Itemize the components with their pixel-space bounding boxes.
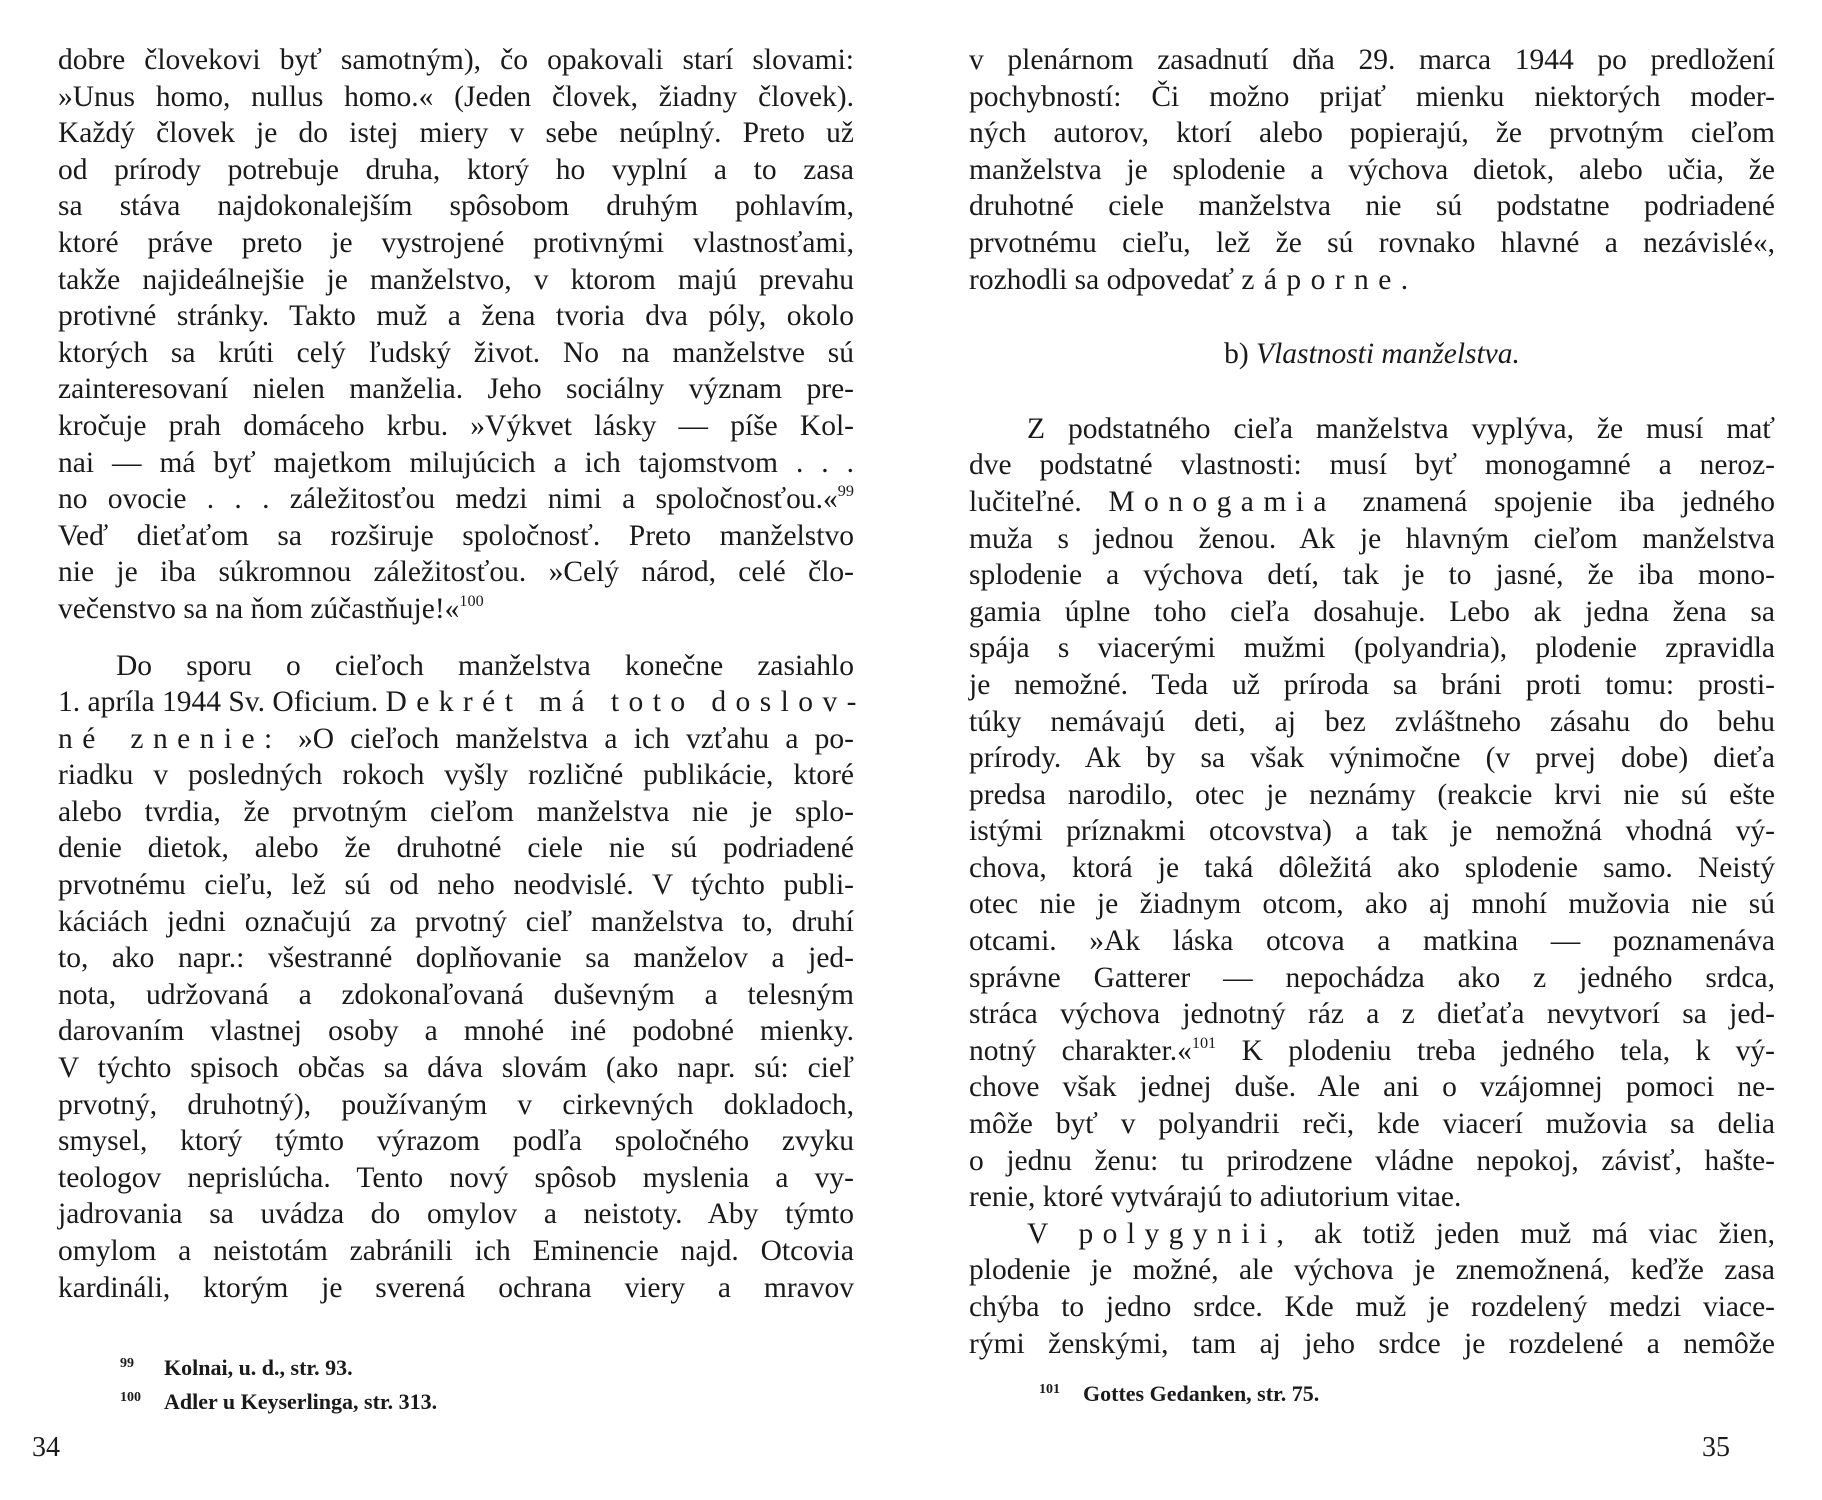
footnote-text: Gottes Gedanken, str. 75. bbox=[1083, 1381, 1320, 1406]
footnote bbox=[120, 1381, 437, 1415]
text-line: darovaním vlastnej osoby a mnohé iné podobné mienky. bbox=[58, 1015, 854, 1048]
text-segment: no ovocie . . . záležitosťou medzi nimi a spoločnosťou.« bbox=[58, 483, 838, 516]
text-line: o jednu ženu: tu prirodzene vládne nepokoj, závisť, hašte- bbox=[969, 1144, 1775, 1177]
text-line: alebo tvrdia, že prvotným cieľom manželstva nie je splo- bbox=[58, 795, 854, 828]
text-line: túky nemávajú deti, aj bez zvláštneho zásahu do behu bbox=[969, 705, 1775, 738]
text-line: manželstva je splodenie a výchova dietok, alebo učia, že bbox=[969, 153, 1775, 186]
text-line: sa stáva najdokonalejším spôsobom druhým pohlavím, bbox=[58, 190, 854, 223]
text-line: nai — má byť majetkom milujúcich a ich tajomstvom . . . bbox=[58, 446, 854, 479]
footnote bbox=[120, 1347, 437, 1381]
spaced-text: Dekrét má toto doslov- bbox=[385, 686, 866, 719]
text-line bbox=[58, 591, 854, 628]
text-line: kročuje prah domáceho krbu. »Výkvet lásky — píše Kol- bbox=[58, 409, 854, 442]
text-line bbox=[969, 484, 1775, 521]
text-line bbox=[58, 481, 854, 518]
text-line: teologov neprislúcha. Tento nový spôsob myslenia a vy- bbox=[58, 1161, 854, 1194]
footnote-ref: 99 bbox=[837, 481, 854, 500]
text-line: prvotný, druhotný), používaným v cirkevných dokladoch, bbox=[58, 1088, 854, 1121]
text-line: pochybností: Či možno prijať mienku niektorých moder- bbox=[969, 80, 1775, 113]
text-line: muža s jednou ženou. Ak je hlavným cieľom manželstva bbox=[969, 522, 1775, 555]
text-line: môže byť v polyandrii reči, kde viacerí mužovia sa delia bbox=[969, 1108, 1775, 1141]
right-page bbox=[911, 0, 1822, 1500]
text-segment: večenstvo sa na ňom zúčastňuje!« bbox=[58, 592, 460, 625]
text-segment: »O cieľoch manželstva a ich vzťahu a po- bbox=[297, 722, 854, 755]
text-line: druhotné ciele manželstva nie sú podstatne podriadené bbox=[969, 190, 1775, 223]
heading-title: Vlastnosti manželstva. bbox=[1256, 338, 1520, 371]
text-line: renie, ktoré vytvárajú to adiutorium vitae. bbox=[969, 1181, 1462, 1214]
text-line: v plenárnom zasadnutí dňa 29. marca 1944 po predložení bbox=[969, 44, 1775, 76]
spaced-text: né znenie: bbox=[58, 722, 282, 755]
text-line: stráca výchova jednotný ráz a z dieťaťa nevytvorí sa jed- bbox=[969, 998, 1775, 1031]
text-line bbox=[969, 262, 1775, 299]
text-line: kardináli, ktorým je sverená ochrana viery a mravov bbox=[58, 1271, 854, 1304]
left-text-column bbox=[58, 42, 866, 1306]
text-segment: notný charakter.« bbox=[969, 1034, 1192, 1067]
left-footnotes bbox=[120, 1347, 437, 1415]
text-line: jadrovania sa uvádza do omylov a neistoty. Aby týmto bbox=[58, 1198, 854, 1231]
text-line: Do sporu o cieľoch manželstva konečne zasiahlo bbox=[116, 649, 854, 682]
text-line: splodenie a výchova detí, tak je to jasné, že iba mono- bbox=[969, 559, 1775, 592]
section-gap bbox=[969, 373, 1775, 411]
text-line: správne Gatterer — nepochádza ako z jedného srdca, bbox=[969, 961, 1775, 994]
text-line: smysel, ktorý týmto výrazom podľa spoločného zvyku bbox=[58, 1125, 854, 1158]
footnote bbox=[1039, 1373, 1319, 1407]
text-line: Z podstatného cieľa manželstva vyplýva, že musí mať bbox=[1027, 412, 1775, 445]
footnote-number: 101 bbox=[1039, 1382, 1060, 1397]
footnote-text: Kolnai, u. d., str. 93. bbox=[164, 1355, 353, 1380]
text-line: rými ženskými, tam aj jeho srdce je rozdelené a nemôže bbox=[969, 1327, 1775, 1360]
text-line: otec nie je žiadnym otcom, ako aj mnohí mužovia nie sú bbox=[969, 888, 1775, 921]
text-segment: ak totiž jeden muž má viac žien, bbox=[1314, 1217, 1775, 1250]
text-line: »Unus homo, nullus homo.« (Jeden človek, žiadny človek). bbox=[58, 80, 854, 113]
text-line: spája s viacerými mužmi (polyandria), plodenie zpravidla bbox=[969, 632, 1775, 665]
text-line: ných autorov, ktorí alebo popierajú, že prvotným cieľom bbox=[969, 117, 1775, 150]
text-line: ktoré práve preto je vystrojené protivnými vlastnosťami, bbox=[58, 226, 854, 259]
section-gap bbox=[969, 298, 1775, 336]
text-line: Veď dieťaťom sa rozširuje spoločnosť. Preto manželstvo bbox=[58, 519, 854, 552]
footnote-text: Adler u Keyserlinga, str. 313. bbox=[164, 1389, 438, 1414]
footnote-number: 100 bbox=[120, 1390, 141, 1405]
text-line: predsa narodilo, otec je neznámy (reakcie krvi nie sú ešte bbox=[969, 778, 1775, 811]
text-line: od prírody potrebuje druha, ktorý ho vyplní a to zasa bbox=[58, 153, 854, 186]
text-line bbox=[969, 1033, 1775, 1070]
text-line: omylom a neistotám zabránili ich Eminencie najd. Otcovia bbox=[58, 1235, 854, 1267]
page-number: 35 bbox=[1702, 1432, 1730, 1463]
text-line: prvotnému cieľu, lež že sú rovnako hlavné a nezávislé«, bbox=[969, 226, 1775, 259]
text-segment: 1. apríla 1944 Sv. Oficium. bbox=[58, 686, 379, 719]
spaced-text: polygynii, bbox=[1078, 1217, 1294, 1250]
text-line: V týchto spisoch občas sa dáva slovám (ako napr. sú: cieľ bbox=[58, 1052, 854, 1085]
text-line: denie dietok, alebo že druhotné ciele nie sú podriadené bbox=[58, 832, 854, 865]
spaced-text: Monogamia bbox=[1108, 485, 1336, 518]
spaced-text: záporne. bbox=[1241, 263, 1418, 296]
text-segment: K plodeniu treba jedného tela, k vý- bbox=[1241, 1034, 1775, 1067]
text-segment: lučiteľné. bbox=[969, 485, 1082, 518]
text-line: ktorých sa krúti celý ľudský život. No na manželstve sú bbox=[58, 336, 854, 369]
text-line: prvotnému cieľu, lež sú od neho neodvislé. V týchto publi- bbox=[58, 869, 854, 902]
text-line: otcami. »Ak láska otcova a matkina — poznamenáva bbox=[969, 925, 1775, 958]
text-segment: znamená spojenie iba jedného bbox=[1362, 485, 1776, 518]
page-number: 34 bbox=[32, 1432, 60, 1463]
heading-prefix: b) bbox=[1224, 338, 1249, 371]
footnote-number: 99 bbox=[120, 1356, 134, 1371]
spaced-text: V bbox=[1027, 1217, 1058, 1250]
text-line: nie je iba súkromnou záležitosťou. »Celý národ, celé člo- bbox=[58, 556, 854, 589]
text-line: chýba to jedno srdce. Kde muž je rozdelený medzi viace- bbox=[969, 1291, 1775, 1323]
text-segment: rozhodli sa odpovedať bbox=[969, 263, 1234, 296]
text-line bbox=[58, 684, 866, 721]
text-line: protivné stránky. Takto muž a žena tvoria dva póly, okolo bbox=[58, 300, 854, 333]
text-line: prírody. Ak by sa však výnimočne (v prvej dobe) dieťa bbox=[969, 742, 1775, 775]
footnote-ref: 100 bbox=[459, 591, 484, 610]
text-line: to, ako napr.: všestranné doplňovanie sa manželov a jed- bbox=[58, 942, 854, 975]
text-line: je nemožné. Teda už príroda sa bráni proti tomu: prosti- bbox=[969, 668, 1775, 701]
text-line bbox=[969, 1216, 1775, 1253]
text-line: plodenie je možné, ale výchova je znemožnená, keďže zasa bbox=[969, 1254, 1775, 1287]
text-line: nota, udržovaná a zdokonaľovaná duševným a telesným bbox=[58, 978, 854, 1011]
text-line bbox=[58, 721, 854, 758]
right-text-column bbox=[969, 42, 1775, 1362]
text-line: riadku v posledných rokoch vyšly rozličné publikácie, ktoré bbox=[58, 759, 854, 792]
text-line: gamia úplne toho cieľa dosahuje. Lebo ak jedna žena sa bbox=[969, 595, 1775, 628]
text-line: chova, ktorá je taká dôležitá ako splodenie samo. Neistý bbox=[969, 851, 1775, 884]
text-line: Každý človek je do istej miery v sebe neúplný. Preto už bbox=[58, 117, 854, 150]
text-line: dve podstatné vlastnosti: musí byť monogamné a neroz- bbox=[969, 449, 1775, 482]
text-line: takže najideálnejšie je manželstvo, v ktorom majú prevahu bbox=[58, 263, 854, 296]
text-line: káciách jedni označujú za prvotný cieľ manželstva to, druhí bbox=[58, 905, 854, 938]
section-heading bbox=[969, 336, 1775, 373]
footnote-ref: 101 bbox=[1191, 1033, 1217, 1052]
text-line: chove však jednej duše. Ale ani o vzájomnej pomoci ne- bbox=[969, 1071, 1775, 1104]
text-line: zainteresovaní nielen manželia. Jeho sociálny význam pre- bbox=[58, 373, 854, 406]
paragraph-gap bbox=[58, 628, 854, 648]
text-line: dobre človekovi byť samotným), čo opakovali starí slovami: bbox=[58, 44, 854, 76]
text-line: istými príznakmi otcovstva) a tak je nemožná vhodná vý- bbox=[969, 815, 1775, 848]
right-footnotes bbox=[1039, 1373, 1319, 1407]
